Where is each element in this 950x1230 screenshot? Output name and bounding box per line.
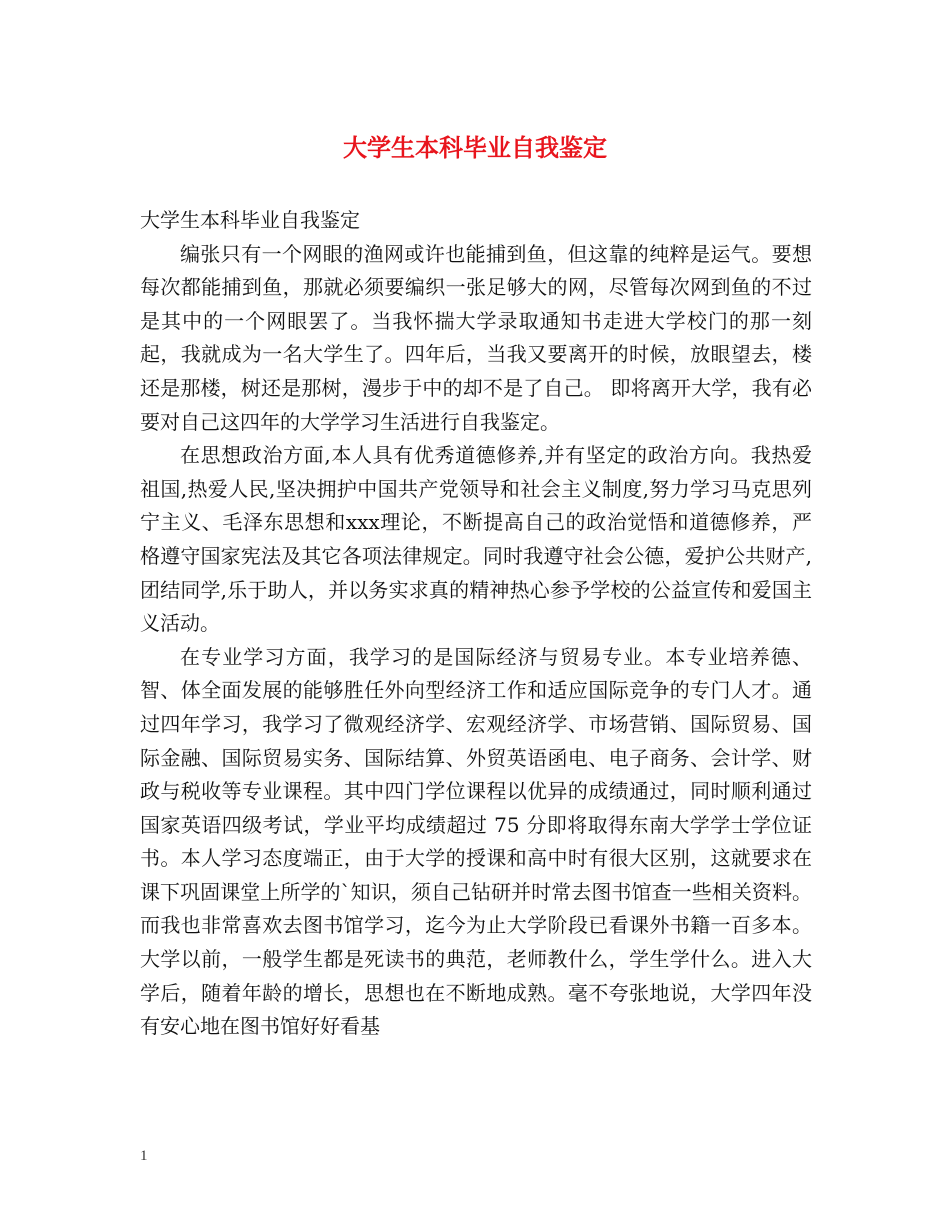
page-number: 1 — [140, 1148, 148, 1164]
document-title: 大学生本科毕业自我鉴定 — [343, 134, 607, 162]
paragraph-intro: 编张只有一个网眼的渔网或许也能捕到鱼，但这靠的纯粹是运气。要想每次都能捕到鱼，那就必须要编织一张足够大的网，尽管每次网到鱼的不过是其中的一个网眼罢了。当我怀揣大学录取通知书走进大学校门的那一刻起，我就成为一名大学生了。四年后，当我又要离开的时候，放眼望去，楼还是那楼，树还是那树，漫步于中的却不是了自己。 即将离开大学，我有必要对自己这四年的大学学习生活进行自我鉴定。 — [140, 241, 812, 434]
document-subtitle: 大学生本科毕业自我鉴定 — [140, 208, 360, 232]
document-body — [140, 204, 812, 1044]
paragraph-study: 在专业学习方面，我学习的是国际经济与贸易专业。本专业培养德、智、体全面发展的能够胜任外向型经济工作和适应国际竞争的专门人才。通过四年学习，我学习了微观经济学、宏观经济学、市场营销、国际贸易、国际金融、国际贸易实务、国际结算、外贸英语函电、电子商务、会计学、财政与税收等专业课程。其中四门学位课程以优异的成绩通过，同时顺利通过国家英语四级考试，学业平均成绩超过 75 分即将取得东南大学学士学位证书。本人学习态度端正，由于大学的授课和高中时有很大区别，这就要求在课下巩固课堂上所学的`知识，须自己钻研并时常去图书馆查一些相关资料。而我也非常喜欢去图书馆学习，迄今为止大学阶段已看课外书籍一百多本。大学以前，一般学生都是死读书的典范，老师教什么，学生学什么。进入大学后，随着年龄的增长，思想也在不断地成熟。毫不夸张地说，大学四年没有安心地在图书馆好好看基 — [140, 644, 812, 1039]
paragraph-politics: 在思想政治方面,本人具有优秀道德修养,并有坚定的政治方向。我热爱祖国,热爱人民,坚决拥护中国共产党领导和社会主义制度,努力学习马克思列宁主义、毛泽东思想和xxx理论，不断提高自己的政治觉悟和道德修养，严格遵守国家宪法及其它各项法律规定。同时我遵守社会公德，爱护公共财产,团结同学,乐于助人，并以务实求真的精神热心参予学校的公益宣传和爱国主义活动。 — [140, 443, 812, 636]
